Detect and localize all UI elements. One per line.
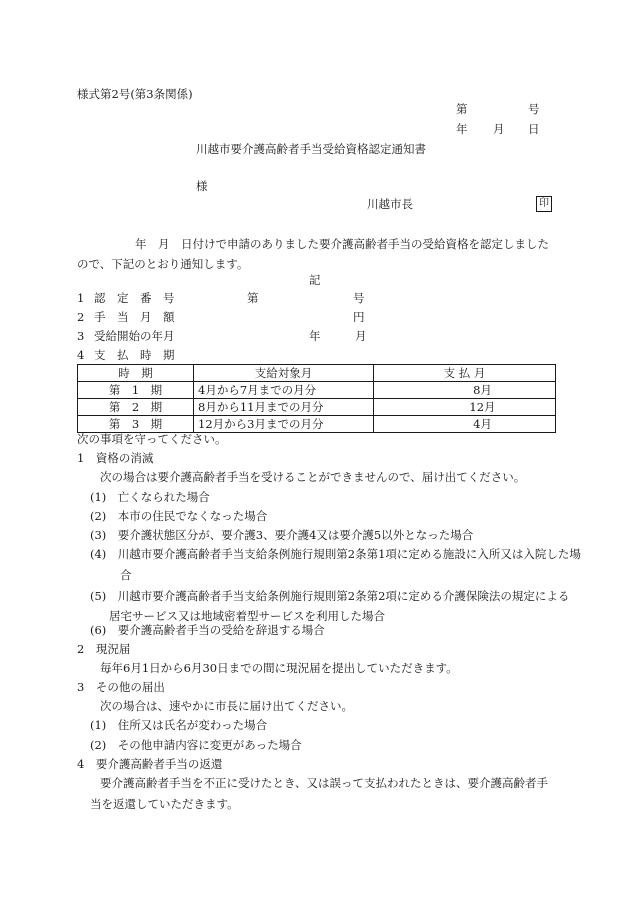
section-text: 次の場合は、速やかに市長に届け出てください。 [100,699,353,713]
date-year: 年 [456,122,468,136]
section-title-refund: 4 要介護高齢者手当の返還 [77,757,223,771]
section-title-eligibility-loss: 1 資格の消滅 [77,451,154,465]
list-item: (1) 亡くなられた場合 [90,490,210,504]
item-label-start-month: 受給開始の年月 [94,329,175,343]
monthly-amount-unit: 円 [353,310,365,324]
table-row [78,399,556,416]
payment-schedule-table [77,364,556,433]
item-num: 3 [77,329,85,343]
list-item: (2) その他申請内容に変更があった場合 [90,738,302,752]
item-num: 4 [77,348,85,362]
item-num: 2 [77,310,85,324]
table-row [78,416,556,433]
list-item: (3) 要介護状態区分が、要介護3、要介護4又は要介護5以外となった場合 [90,528,474,542]
list-item: (4) 川越市要介護高齢者手当支給条例施行規則第2条第1項に定める施設に入所又は入院した場合 [90,547,581,582]
table-header: 支給対象月 [194,365,374,382]
item-label-monthly-amount: 手 当 月 額 [94,310,175,324]
item-label-cert-number: 認 定 番 号 [94,291,175,305]
list-item: (6) 要介護高齢者手当の受給を辞退する場合 [90,623,325,637]
period-cell: 第 2 期 [78,399,194,416]
section-text: 要介護高齢者手当を不正に受けたとき、又は誤って支払われたときは、要介護高齢者手当を返還していただきます。 [90,776,549,811]
payment-month-cell: 8月 [374,382,556,399]
target-months-cell: 12月から3月までの月分 [194,416,374,433]
period-cell: 第 3 期 [78,416,194,433]
target-months-cell: 8月から11月までの月分 [194,399,374,416]
ki-label: 記 [309,273,321,287]
start-year-label: 年 [309,329,321,343]
table-header: 時 期 [78,365,194,382]
payment-month-cell: 12月 [374,399,556,416]
item-label-payment-period: 支 払 時 期 [94,348,175,362]
date-month: 月 [493,122,505,136]
target-months-cell: 4月から7月までの月分 [194,382,374,399]
list-item: (1) 住所又は氏名が変わった場合 [90,718,268,732]
recipient-suffix: 様 [196,179,208,193]
seal-mark: 印 [536,196,552,212]
notice-intro: 次の事項を守ってください。 [77,432,227,446]
list-item: (2) 本市の住民でなくなった場合 [90,509,268,523]
doc-number-suffix: 号 [528,102,540,116]
payment-month-cell: 4月 [374,416,556,433]
issuer: 川越市長 [367,197,413,211]
document-title: 川越市要介護高齢者手当受給資格認定通知書 [196,142,426,156]
table-header-row [78,365,556,382]
section-text: 毎年6月1日から6月30日までの間に現況届を提出していただきます。 [100,661,458,675]
section-text: 次の場合は要介護高齢者手当を受けることができませんので、届け出てください。 [100,470,526,484]
start-month-label: 月 [355,329,367,343]
section-title-other-notifications: 3 その他の届出 [77,680,165,694]
cert-number-prefix: 第 [247,291,259,305]
intro-paragraph: 年 月 日付けで申請のありました要介護高齢者手当の受給資格を認定しましたので、下記のとおり通知します。 [77,237,549,271]
date-day: 日 [528,122,540,136]
period-cell: 第 1 期 [78,382,194,399]
form-number: 様式第2号(第3条関係) [77,87,193,101]
table-header: 支 払 月 [374,365,556,382]
list-item: (5) 川越市要介護高齢者手当支給条例施行規則第2条第2項に定める介護保険法の規定による居宅サービス又は地域密着型サービスを利用した場合 [90,589,570,623]
table-row [78,382,556,399]
doc-number-prefix: 第 [456,102,468,116]
section-title-status-report: 2 現況届 [77,642,131,656]
item-num: 1 [77,291,85,305]
cert-number-suffix: 号 [353,291,365,305]
